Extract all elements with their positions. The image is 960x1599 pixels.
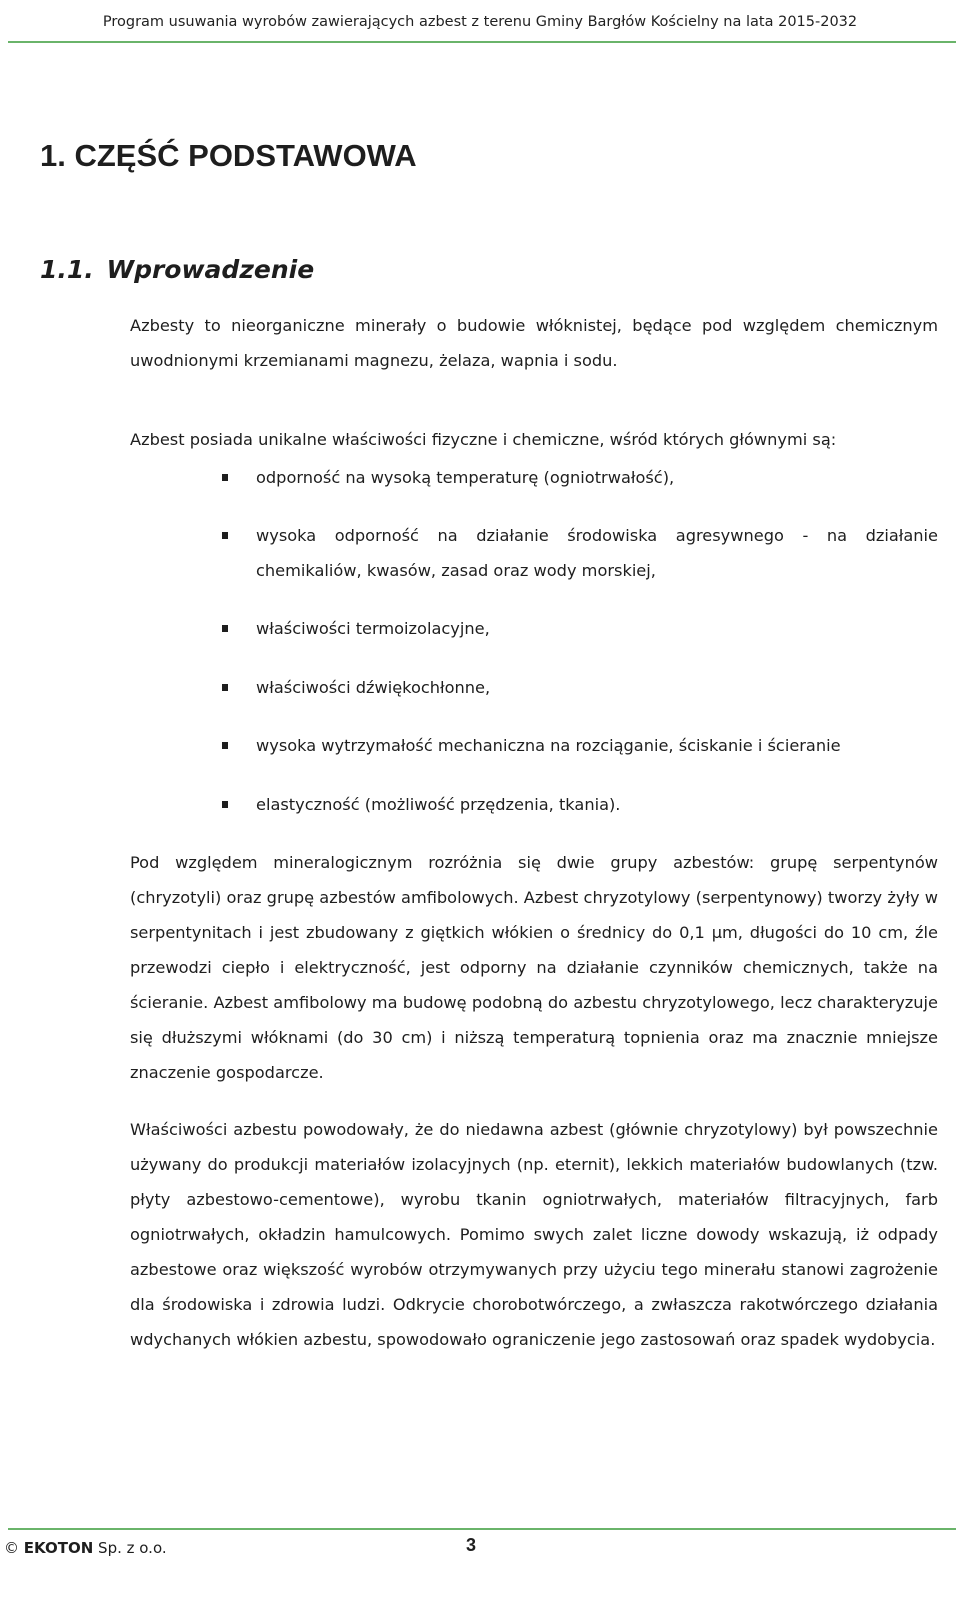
list-item-text: wysoka odporność na działanie środowiska agresywnego - na działanie chemikaliów, kwasów, zasad oraz wody morskiej, (256, 526, 938, 580)
bullet-square-icon (222, 801, 228, 808)
header-rule (8, 41, 956, 43)
bullet-square-icon (222, 684, 228, 691)
bullet-square-icon (222, 742, 228, 749)
intro-paragraph: Azbesty to nieorganiczne minerały o budowie włóknistej, będące pod względem chemicznym uwodnionymi krzemianami magnezu, żelaza, wapnia i sodu. (130, 316, 938, 370)
list-item-text: odporność na wysoką temperaturę (ogniotrwałość), (256, 468, 675, 487)
list-item (256, 670, 938, 705)
copyright-symbol: © (4, 1539, 19, 1557)
mineralogy-paragraph: Pod względem mineralogicznym rozróżnia się dwie grupy azbestów: grupę serpentynów (chryzotyli) oraz grupę azbestów amfibolowych. Azbest chryzotylowy (serpentynowy) tworzy żyły w serpentynitach i jest zbudowany z giętkich włókien o średnicy do 0,1 µm, długości do 10 cm, źle przewodzi ciepło i elektryczność, jest odporny na działanie czynników chemicznych, także na ścieranie. Azbest amfibolowy ma budowę podobną do azbestu chryzotylowego, lecz charakteryzuje się dłuższymi włóknami (do 30 cm) i niższą temperaturą topnienia oraz ma znacznie mniejsze znaczenie gospodarcze. (130, 853, 938, 1082)
list-item (256, 728, 938, 763)
list-item-text: właściwości dźwiękochłonne, (256, 678, 491, 697)
footer-company (4, 1538, 167, 1558)
list-item (256, 460, 938, 495)
list-item-text: elastyczność (możliwość przędzenia, tkania). (256, 795, 621, 814)
list-item (256, 787, 938, 822)
company-suffix: Sp. z o.o. (93, 1539, 167, 1557)
bullet-square-icon (222, 625, 228, 632)
list-item-text: wysoka wytrzymałość mechaniczna na rozciąganie, ściskanie i ścieranie (256, 736, 841, 755)
properties-lead-paragraph: Azbest posiada unikalne właściwości fizyczne i chemiczne, wśród których głównymi są: (130, 430, 837, 449)
section-heading: 1. CZĘŚĆ PODSTAWOWA (40, 138, 417, 173)
list-item (256, 518, 938, 588)
footer-rule (8, 1528, 956, 1530)
page-number: 3 (466, 1535, 477, 1555)
running-header: Program usuwania wyrobów zawierających azbest z terenu Gminy Bargłów Kościelny na lata 2015-2032 (102, 14, 858, 30)
bullet-square-icon (222, 532, 228, 539)
list-item-text: właściwości termoizolacyjne, (256, 619, 490, 638)
company-name: EKOTON (23, 1539, 94, 1557)
usage-paragraph: Właściwości azbestu powodowały, że do niedawna azbest (głównie chryzotylowy) był powszechnie używany do produkcji materiałów izolacyjnych (np. eternit), lekkich materiałów budowlanych (tzw. płyty azbestowo-cementowe), wyrobu tkanin ogniotrwałych, materiałów filtracyjnych, farb ogniotrwałych, okładzin hamulcowych. Pomimo swych zalet liczne dowody wskazują, iż odpady azbestowe oraz większość wyrobów otrzymywanych przy użyciu tego minerału stanowi zagrożenie dla środowiska i zdrowia ludzi. Odkrycie chorobotwórczego, a zwłaszcza rakotwórczego działania wdychanych włókien azbestu, spowodowało ograniczenie jego zastosowań oraz spadek wydobycia. (130, 1120, 938, 1349)
list-item (256, 611, 938, 646)
subsection-heading: 1.1. Wprowadzenie (40, 255, 315, 284)
bullet-square-icon (222, 474, 228, 481)
